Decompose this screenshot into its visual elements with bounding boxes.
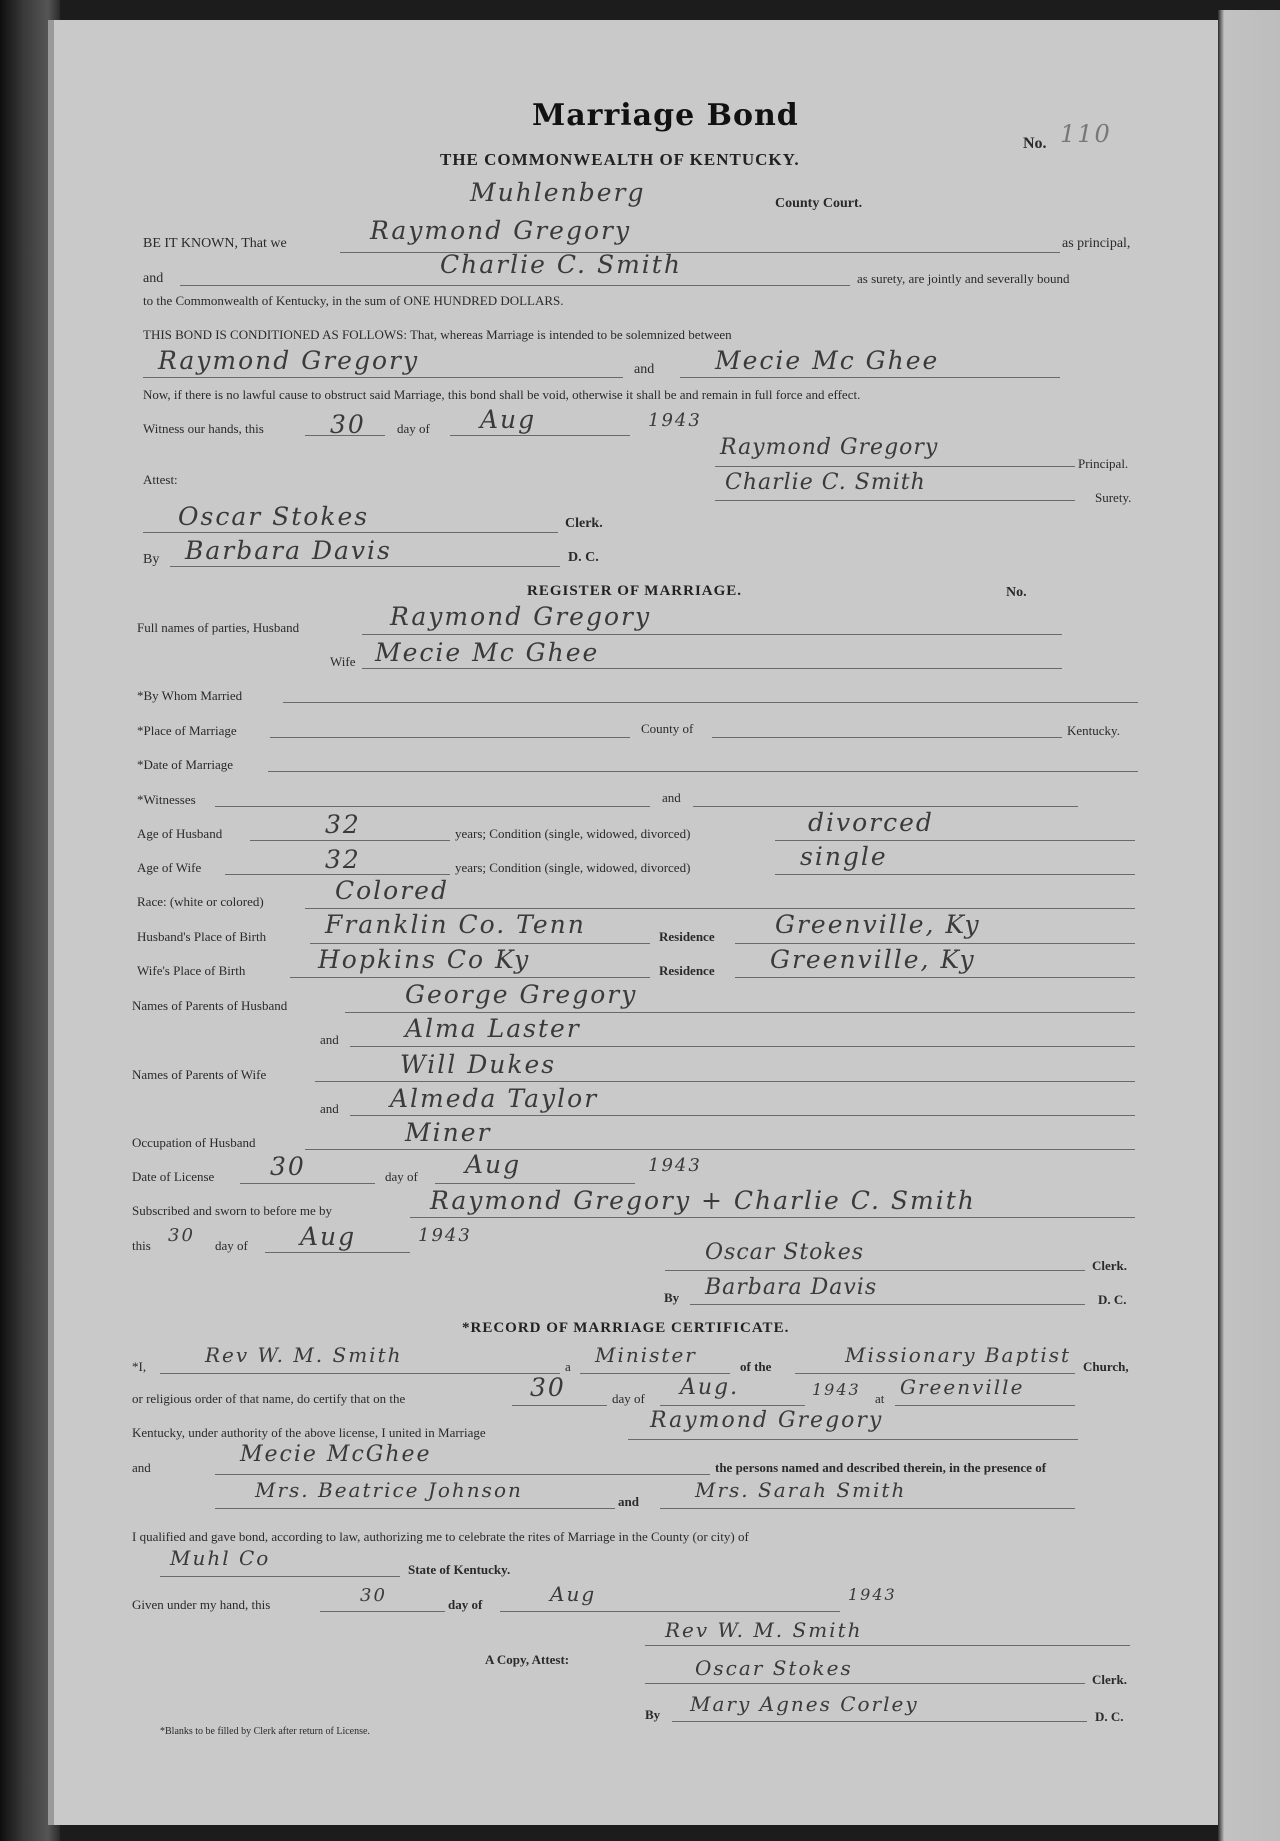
witness2-name: Mrs. Sarah Smith: [695, 1478, 907, 1502]
race-value: Colored: [335, 876, 449, 905]
as-surety-label: as surety, are jointly and severally bound: [857, 271, 1070, 286]
cert-of-the-label: of the: [740, 1359, 772, 1374]
officiant-title: Minister: [595, 1343, 697, 1367]
religious-order-text: or religious order of that name, do certify that on the: [132, 1391, 406, 1406]
years-condition-label-husband: years; Condition (single, widowed, divorced): [455, 826, 691, 841]
register-clerk-label: Clerk.: [1092, 1258, 1128, 1273]
cert-i-label: *I,: [132, 1359, 147, 1374]
sworn-this-label: this: [132, 1238, 151, 1253]
copy-clerk-label: Clerk.: [1092, 1672, 1128, 1687]
qualified-text: I qualified and gave bond, according to law, authorizing me to celebrate the rites of Marriage in the County (or city) of: [132, 1529, 749, 1544]
bond-number: 110: [1060, 120, 1112, 148]
age-husband: 32: [325, 810, 361, 839]
be-it-known-label: BE IT KNOWN, That we: [143, 236, 287, 251]
sworn-day-of-label: day of: [215, 1238, 248, 1253]
witnesses-label: *Witnesses: [137, 792, 196, 807]
condition-wife: single: [800, 842, 888, 871]
given-day: 30: [360, 1585, 387, 1606]
and-label: and: [143, 271, 164, 286]
next-page-edge: [1218, 10, 1280, 1841]
register-clerk-signature: Oscar Stokes: [705, 1240, 865, 1265]
clerk-name: Oscar Stokes: [178, 502, 370, 531]
parents-husband-and-label: and: [320, 1032, 339, 1047]
given-under-label: Given under my hand, this: [132, 1597, 271, 1612]
cert-year: 1943: [812, 1380, 861, 1399]
cert-day: 30: [530, 1373, 566, 1402]
conditioned-text: THIS BOND IS CONDITIONED AS FOLLOWS: That, whereas Marriage is intended to be solemnized between: [143, 327, 732, 342]
copy-clerk-signature: Oscar Stokes: [695, 1656, 853, 1680]
wife-full-name: Mecie Mc Ghee: [375, 638, 600, 667]
now-if-text: Now, if there is no lawful cause to obstruct said Marriage, this bond shall be void, otherwise it shall be and remain in full force and effect.: [143, 387, 861, 402]
footnote: *Blanks to be filled by Clerk after return of License.: [160, 1726, 370, 1737]
cert-a-label: a: [565, 1359, 571, 1374]
register-no-label: No.: [1006, 585, 1027, 600]
license-day-of-label: day of: [385, 1169, 418, 1184]
sworn-year: 1943: [418, 1225, 472, 1246]
persons-text: the persons named and described therein, in the presence of: [715, 1460, 1047, 1475]
church-name: Missionary Baptist: [845, 1343, 1072, 1367]
county-court-label: County Court.: [775, 196, 863, 211]
witnesses-and-cert-label: and: [618, 1494, 639, 1509]
mother-husband: Alma Laster: [405, 1014, 581, 1043]
place-label: *Place of Marriage: [137, 723, 237, 738]
age-wife: 32: [325, 845, 361, 874]
county-name: Muhlenberg: [470, 178, 646, 207]
state-of-kentucky-label: State of Kentucky.: [408, 1562, 511, 1577]
license-year: 1943: [648, 1155, 702, 1176]
father-wife: Will Dukes: [400, 1050, 557, 1079]
given-month: Aug: [550, 1582, 597, 1606]
occupation-value: Miner: [405, 1118, 492, 1147]
full-names-label: Full names of parties, Husband: [137, 620, 300, 635]
cert-day-of-label: day of: [612, 1391, 645, 1406]
license-label: Date of License: [132, 1169, 215, 1184]
wife-birth-place: Hopkins Co Ky: [318, 945, 531, 974]
given-day-of-label: day of: [448, 1597, 483, 1612]
principal-label: Principal.: [1078, 456, 1129, 471]
sworn-month: Aug: [300, 1222, 357, 1251]
surety-label: Surety.: [1095, 490, 1132, 505]
party1-name: Raymond Gregory: [158, 346, 420, 375]
witness-day: 30: [330, 410, 366, 439]
subscribed-by: Raymond Gregory + Charlie C. Smith: [430, 1186, 976, 1215]
party-and-label: and: [634, 362, 655, 377]
wife-birth-label: Wife's Place of Birth: [137, 963, 246, 978]
party2-name: Mecie Mc Ghee: [715, 346, 940, 375]
register-dc-label: D. C.: [1098, 1292, 1127, 1307]
wife-label: Wife: [330, 654, 356, 669]
race-label: Race: (white or colored): [137, 894, 264, 909]
county-of-label: County of: [641, 721, 694, 736]
attest-label: Attest:: [143, 472, 178, 487]
by-whom-label: *By Whom Married: [137, 688, 243, 703]
cert-place: Greenville: [900, 1375, 1025, 1399]
condition-husband: divorced: [808, 808, 934, 837]
witness-month: Aug: [480, 405, 537, 434]
surety-name: Charlie C. Smith: [440, 250, 682, 279]
church-label: Church,: [1083, 1359, 1129, 1374]
copy-attest-label: A Copy, Attest:: [485, 1652, 570, 1667]
principal-signature: Raymond Gregory: [720, 435, 939, 460]
sworn-day: 30: [168, 1225, 195, 1246]
sum-text: to the Commonwealth of Kentucky, in the sum of ONE HUNDRED DOLLARS.: [143, 293, 564, 308]
witness-year: 1943: [648, 410, 702, 431]
bride-name: Mecie McGhee: [240, 1442, 432, 1467]
register-dc-signature: Barbara Davis: [705, 1275, 878, 1300]
given-year: 1943: [848, 1585, 897, 1604]
kentucky-authority-text: Kentucky, under authority of the above license, I united in Marriage: [132, 1425, 486, 1440]
principal-name: Raymond Gregory: [370, 216, 632, 245]
date-of-marriage-label: *Date of Marriage: [137, 757, 234, 772]
surety-signature: Charlie C. Smith: [725, 470, 926, 495]
witness-label: Witness our hands, this: [143, 421, 264, 436]
copy-dc-signature: Mary Agnes Corley: [690, 1692, 919, 1716]
parents-wife-label: Names of Parents of Wife: [132, 1067, 267, 1082]
cert-county: Muhl Co: [170, 1546, 271, 1570]
as-principal-label: as principal,: [1062, 236, 1131, 251]
subscribed-label: Subscribed and sworn to before me by: [132, 1203, 333, 1218]
age-husband-label: Age of Husband: [137, 826, 223, 841]
parents-wife-and-label: and: [320, 1101, 339, 1116]
copy-dc-label: D. C.: [1095, 1709, 1124, 1724]
dc-label: D. C.: [568, 550, 599, 565]
copy-dc-by-label: By: [645, 1707, 661, 1722]
wife-residence: Greenville, Ky: [770, 945, 976, 974]
husband-residence-label: Residence: [659, 929, 715, 944]
register-dc-by-label: By: [664, 1290, 680, 1305]
bond-number-label: No.: [1023, 135, 1047, 152]
kentucky-label: Kentucky.: [1067, 723, 1120, 738]
license-day: 30: [270, 1152, 306, 1181]
witness-day-of-label: day of: [397, 421, 430, 436]
parents-husband-label: Names of Parents of Husband: [132, 998, 288, 1013]
father-husband: George Gregory: [405, 980, 638, 1009]
cert-at-label: at: [875, 1391, 885, 1406]
dc-name: Barbara Davis: [185, 536, 392, 565]
register-heading: REGISTER OF MARRIAGE.: [527, 583, 743, 599]
clerk-label: Clerk.: [565, 516, 603, 531]
husband-full-name: Raymond Gregory: [390, 602, 652, 631]
witness1-name: Mrs. Beatrice Johnson: [255, 1478, 523, 1502]
age-wife-label: Age of Wife: [137, 860, 202, 875]
mother-wife: Almeda Taylor: [390, 1084, 599, 1113]
husband-birth-label: Husband's Place of Birth: [137, 929, 267, 944]
wife-residence-label: Residence: [659, 963, 715, 978]
document-title: Marriage Bond: [532, 98, 799, 133]
minister-signature: Rev W. M. Smith: [665, 1618, 863, 1642]
years-condition-label-wife: years; Condition (single, widowed, divorced): [455, 860, 691, 875]
witnesses-and-label: and: [662, 790, 681, 805]
license-month: Aug: [465, 1150, 522, 1179]
bride-and-label: and: [132, 1460, 151, 1475]
occupation-label: Occupation of Husband: [132, 1135, 256, 1150]
document-subtitle: THE COMMONWEALTH OF KENTUCKY.: [440, 150, 800, 169]
husband-residence: Greenville, Ky: [775, 910, 981, 939]
dc-by-label: By: [143, 552, 160, 567]
officiant-name: Rev W. M. Smith: [205, 1343, 403, 1367]
certificate-heading: *RECORD OF MARRIAGE CERTIFICATE.: [462, 1320, 790, 1336]
husband-birth-place: Franklin Co. Tenn: [325, 910, 586, 939]
cert-month: Aug.: [680, 1375, 740, 1400]
groom-name: Raymond Gregory: [650, 1408, 884, 1433]
